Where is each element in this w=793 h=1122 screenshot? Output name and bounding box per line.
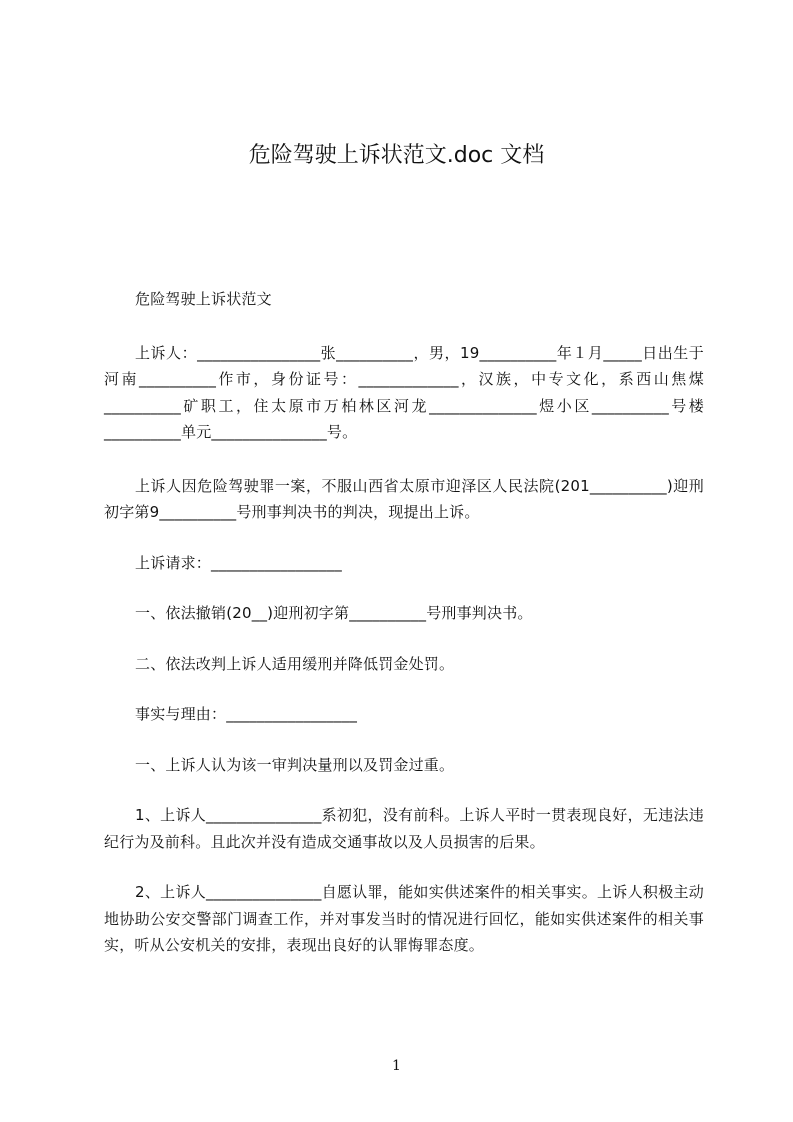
appeal-reason-paragraph: 上诉人因危险驾驶罪一案，不服山西省太原市迎泽区人民法院(201__________)迎刑初字第9__________号刑事判决书的判决，现提出上诉。 — [104, 476, 704, 521]
appellant-info-paragraph: 上诉人：________________张__________，男，19__________年１月_____日出生于河南__________作市，身份证号：_____________，汉族，中专文化，系西山焦煤__________矿职工，住太原市万柏林区河龙______________煜小区__________号楼__________单元_______________号。 — [104, 343, 704, 441]
reason-1-point-2: 2、上诉人_______________自愿认罪，能如实供述案件的相关事实。上诉人积极主动地协助公安交警部门调查工作，并对事发当时的情况进行回忆，能如实供述案件的相关事实，听从公安机关的安排，表现出良好的认罪悔罪态度。 — [104, 883, 704, 954]
document-body — [104, 286, 704, 959]
reason-1-point-1: 1、上诉人_______________系初犯，没有前科。上诉人平时一贯表现良好，无违法违纪行为及前科。且此次并没有造成交通事故以及人员损害的后果。 — [104, 806, 704, 851]
page-number: 1 — [392, 1058, 401, 1074]
reason-1-heading: 一、上诉人认为该一审判决量刑以及罚金过重。 — [135, 755, 455, 774]
document-title: 危险驾驶上诉状范文.doc 文档 — [248, 143, 545, 168]
heading-paragraph: 危险驾驶上诉状范文 — [135, 290, 272, 308]
facts-reasons-heading: 事实与理由：_________________ — [135, 705, 358, 723]
request-item-1: 一、依法撤销(20__)迎刑初字第__________号刑事判决书。 — [135, 604, 533, 622]
appeal-request-heading: 上诉请求：_________________ — [135, 553, 342, 572]
request-item-2: 二、依法改判上诉人适用缓刑并降低罚金处罚。 — [135, 654, 455, 673]
